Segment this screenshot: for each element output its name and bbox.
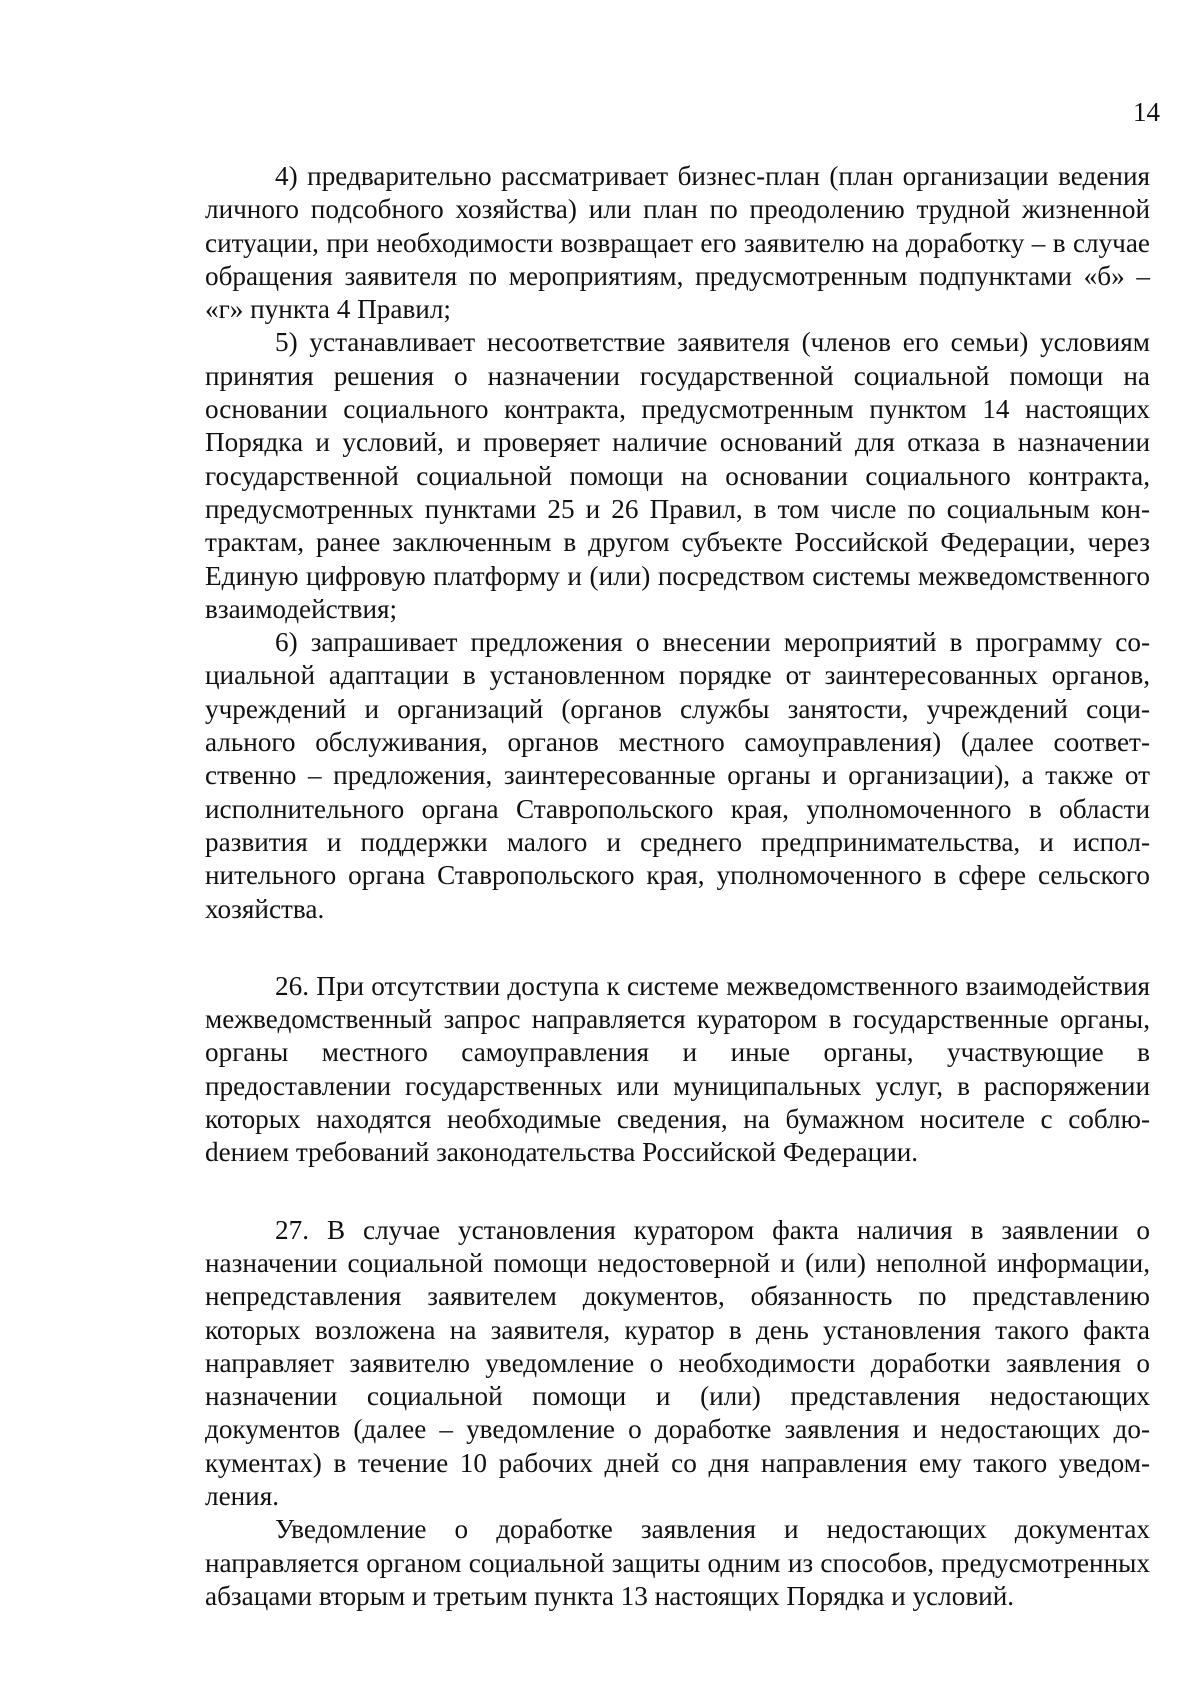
page-number: 14 [1133, 97, 1160, 127]
section-gap [205, 1170, 1150, 1214]
paragraph-clause-27: 27. В случае установления куратором факта наличия в заявлении о назначении социальной помощи недостоверной и (или) неполной информации, непредставления заявителем документов, обязанность по представлению которых возложена на заявителя, куратор в день установления такого факта направляет заявителю уведомление о необходимости доработки заявления о назначении социальной помощи и (или) представления недостающих документов (далее – уведомление о доработке заявления и недостающих документах) в течение 10 рабочих дней со дня направления ему такого уведомления. [205, 1214, 1150, 1511]
paragraph-item-5: 5) устанавливает несоответствие заявителя (членов его семьи) условиям принятия решения о назначении государственной социальной помощи на основании социального контракта, предусмотренным пунктом 14 настоящих Порядка и условий, и проверяет наличие оснований для отказа в назначении государственной социальной помощи на основании социального контракта, предусмотренных пунктами 25 и 26 Правил, в том числе по социальным контрактам, ранее заключенным в другом субъекте Российской Федерации, через Единую цифровую платформу и (или) посредством системы межведомственного взаимодействия; [205, 327, 1150, 624]
section-gap [205, 926, 1150, 970]
paragraph-clause-26: 26. При отсутствии доступа к системе межведомственного взаимодействия межведомственный запрос направляется куратором в государственные органы, органы местного самоуправления и иные органы, участвующие в предоставлении государственных или муниципальных услуг, в распоряжении которых находятся необходимые сведения, на бумажном носителе с соблюdением требований законодательства Российской Федерации. [205, 970, 1150, 1168]
paragraph-notification: Уведомление о доработке заявления и недостающих документах направляется органом социальной защиты одним из способов, предусмотренных абзацами вторым и третьим пункта 13 настоящих Порядка и условий. [205, 1514, 1150, 1611]
paragraph-item-6: 6) запрашивает предложения о внесении мероприятий в программу социальной адаптации в установленном порядке от заинтересованных органов, учреждений и организаций (органов службы занятости, учреждений социального обслуживания, органов местного самоуправления) (далее соответственно – предложения, заинтересованные органы и организации), а также от исполнительного органа Ставропольского края, уполномоченного в области развития и поддержки малого и среднего предпринимательства, и исполнительного органа Ставропольского края, уполномоченного в сфере сельского хозяйства. [205, 627, 1150, 924]
document-body [205, 160, 1150, 1613]
paragraph-item-4: 4) предварительно рассматривает бизнес-план (план организации ведения личного подсобного хозяйства) или план по преодолению трудной жизненной ситуации, при необходимости возвращает его заявителю на доработку – в случае обращения заявителя по мероприятиям, предусмотренным подпунктами «б» – «г» пункта 4 Правил; [205, 161, 1150, 325]
